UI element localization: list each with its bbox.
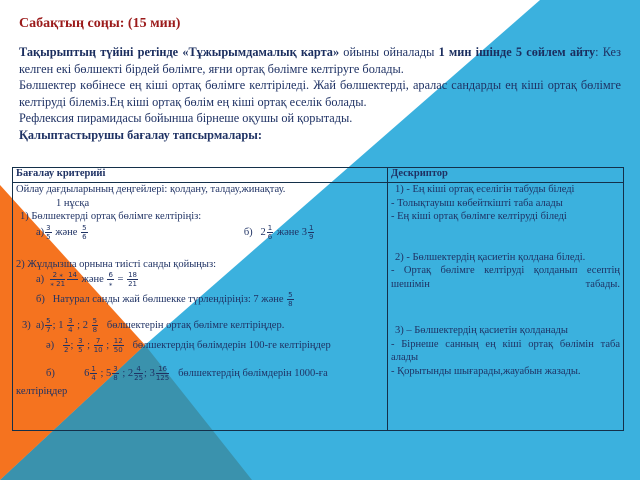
fraction (63, 337, 69, 354)
whole-number: 2 (127, 367, 134, 379)
intro-text (19, 44, 621, 143)
intro-normal-1: ойыны ойналады (339, 45, 439, 59)
task2-label: 2) Жұлдызша орнына тиісті санды қойыңыз: (16, 258, 217, 270)
denominator: 8 (92, 326, 98, 334)
numerator: 5 (92, 317, 98, 325)
intro-bold-2: 1 мин ішінде 5 сөйлем айту (438, 45, 596, 59)
numerator: 3 (68, 317, 73, 325)
fraction (92, 317, 98, 334)
denominator: 125 (155, 374, 170, 382)
task1-b-prefix: б) (243, 226, 253, 238)
numerator: 18 (128, 271, 137, 279)
task2-b (16, 291, 384, 311)
descriptor-3-3: - Қорытынды шығарады,жауабын жазады. (391, 365, 581, 377)
denominator: ⁎ 21 (50, 280, 66, 288)
whole-number: 5 (105, 367, 112, 379)
intro-paragraph (19, 44, 621, 77)
denominator: 9 (308, 232, 314, 241)
fraction (308, 224, 314, 241)
numerator: 3 (46, 223, 51, 232)
intro-bold-1: Тақырыптың түйіні ретінде «Тұжырымдамалық карта» (19, 45, 340, 59)
denominator (67, 280, 78, 288)
task3-ae-prefix: ә) (46, 339, 55, 351)
numerator: 16 (156, 365, 169, 374)
numerator: 1 (308, 223, 314, 232)
table-row (13, 183, 624, 431)
task3-b-tail: келтіріңдер (16, 386, 68, 397)
numerator: 5 (46, 317, 51, 325)
denominator: 8 (288, 300, 293, 308)
denominator: 7 (46, 326, 51, 334)
fraction (267, 224, 273, 241)
task3-a (16, 317, 384, 337)
descriptor-cell (388, 183, 624, 431)
numerator: 5 (82, 223, 87, 232)
fraction (94, 337, 103, 354)
and-word: және (81, 273, 104, 285)
numerator: 1 (64, 337, 69, 345)
numerator: 14 (68, 271, 77, 279)
separator: ; (87, 339, 91, 351)
descriptor-1-1: 1) - Ең кіші ортақ еселігін табуды біледі (395, 184, 575, 195)
whole-number: 1 (58, 319, 64, 331)
table-header-row (13, 168, 624, 183)
denominator: ⁎ (108, 280, 113, 288)
denominator: 8 (113, 374, 118, 382)
criteria-cell (13, 183, 388, 431)
separator: ; (122, 367, 126, 379)
whole-number: 3 (149, 367, 155, 379)
section-subheading: Қалыптастырушы бағалау тапсырмалары: (19, 127, 262, 142)
denominator: 10 (93, 346, 103, 354)
whole-number: 3 (301, 226, 307, 238)
numerator: 4 (134, 365, 143, 374)
fraction (112, 365, 118, 382)
descriptor-2-2: - Ортақ бөлімге келтіруді қолданып есептің шешімін табады. (391, 265, 620, 290)
numerator: 7 (94, 337, 103, 346)
numerator: 1 (91, 365, 96, 373)
fraction (287, 291, 293, 308)
task2-b-prefix: б) (36, 293, 45, 305)
fraction (45, 224, 51, 241)
assessment-table (12, 167, 624, 431)
fraction (134, 365, 143, 382)
intro-line-2: Бөлшектер көбінесе ең кіші ортақ бөлімге келтіріледі. Жай бөлшектерді, аралас сандарды ең кіші ортақ бөлімге келтіруді білеміз.Ең кіші ортақ бөлім ең кіші ортақ еселік болады. (19, 78, 621, 109)
numerator: 12 (113, 337, 123, 345)
header-descriptor: Дескриптор (388, 168, 624, 183)
task3-b-text: бөлшектердің бөлімдерін 1000-ға (178, 367, 328, 379)
separator: ; (100, 367, 104, 379)
separator: ; (70, 339, 74, 351)
task3-a-prefix: а) (36, 319, 45, 331)
criteria-intro: Ойлау дағдыларының деңгейлері: қолдану, талдау,жинақтау. (16, 184, 286, 195)
task3-ae-text: бөлшектердің бөлімдерін 100-ге келтіріңдер (132, 339, 331, 351)
and-word: және (276, 226, 300, 238)
page-title: Сабақтың соңы: (15 мин) (19, 16, 181, 31)
intro-normal-2: : Кез келген екі бөлшекті бірдей бөлімге, яғни ортақ бөлімге келтіруге болады. (19, 45, 621, 76)
numerator: 5 (288, 291, 293, 299)
denominator: 2 (64, 346, 69, 354)
fraction (90, 365, 96, 382)
fraction (77, 337, 83, 354)
task3-b-prefix: б) (46, 367, 55, 379)
numerator: 3 (78, 337, 83, 345)
descriptor-2-1: 2) - Бөлшектердің қасиетін қолдана біледі. (395, 251, 586, 263)
denominator: 25 (134, 374, 144, 382)
task2-a (16, 271, 384, 291)
fraction (67, 271, 78, 288)
variant-label: 1 нұсқа (56, 197, 90, 209)
and-word: және (55, 226, 78, 238)
denominator: 4 (68, 326, 73, 334)
denominator: 6 (267, 232, 273, 241)
denominator: 5 (78, 346, 83, 354)
task2-a-prefix: а) (36, 273, 45, 285)
denominator: 4 (91, 374, 96, 382)
denominator: 5 (46, 232, 51, 241)
fraction (67, 317, 73, 334)
task1-items (16, 224, 384, 244)
numerator: 3 (113, 365, 118, 373)
numerator: 1 (267, 223, 273, 232)
fraction (156, 365, 169, 382)
descriptor-3-2: - Бірнеше санның ең кіші ортақ бөлімін таба алады (391, 338, 620, 363)
whole-number: 6 (84, 367, 90, 379)
task3-ae (16, 337, 384, 357)
separator: ; (52, 319, 56, 331)
numerator: 2 ⁎ (50, 271, 65, 280)
numerator: 6 (108, 271, 113, 279)
task3-a-text: бөлшектерін ортақ бөлімге келтіріңдер. (106, 319, 285, 331)
whole-number: 2 (260, 226, 266, 238)
fraction (113, 337, 124, 354)
task3-b (16, 365, 384, 385)
whole-number: 2 (82, 319, 88, 331)
task1-a-prefix: а) (36, 226, 45, 238)
descriptor-3-1: 3) – Бөлшектердің қасиетін қолданады (395, 325, 568, 336)
fraction (45, 317, 51, 334)
descriptor-1-2: - Толықтауыш көбейткішті таба алады (391, 197, 563, 209)
denominator: 21 (128, 280, 137, 288)
intro-line-3: Рефлексия пирамидасы бойынша бірнеше оқушы ой қорытады. (19, 111, 353, 125)
task3-label: 3) (22, 319, 31, 331)
fraction (127, 271, 138, 288)
denominator: 6 (82, 232, 87, 241)
fraction (50, 271, 65, 288)
separator: ; (144, 367, 147, 379)
descriptor-1-3: - Ең кіші ортақ бөлімге келтіруді біледі (391, 211, 567, 222)
denominator: 50 (113, 346, 123, 354)
header-criteria: Бағалау критерийі (13, 168, 388, 183)
separator: ; (77, 319, 81, 331)
separator: ; (106, 339, 110, 351)
fraction (81, 224, 87, 241)
task1-label: 1) Бөлшектерді ортақ бөлімге келтіріңіз: (20, 211, 202, 222)
equals-sign: = (117, 273, 124, 285)
task2-b-text: Натурал санды жай бөлшекке түрлендіріңіз: 7 және (52, 293, 284, 305)
fraction (107, 271, 113, 288)
